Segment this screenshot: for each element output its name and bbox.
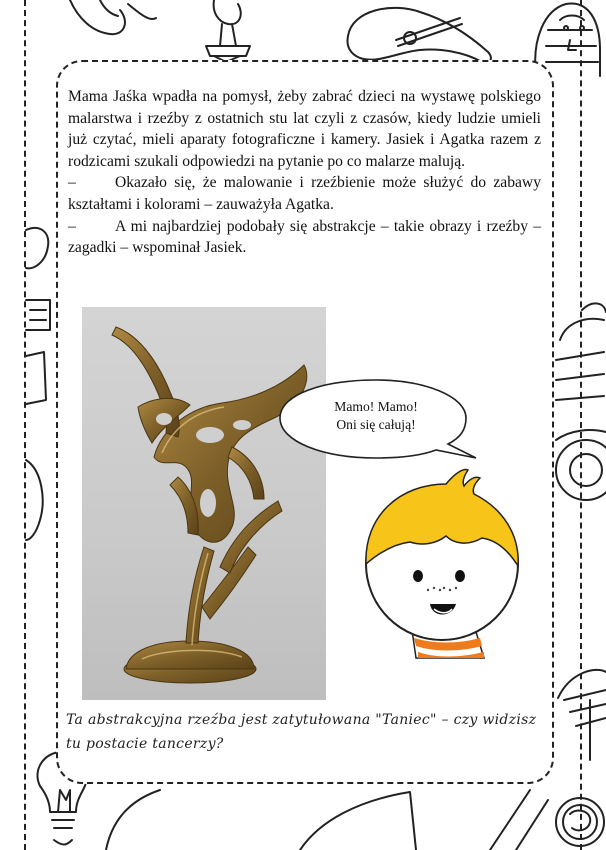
left-dashed-border <box>24 0 26 850</box>
bottom-doodle-icon <box>106 790 548 850</box>
speech-bubble-text <box>296 398 456 434</box>
caption-question: Ta abstrakcyjna rzeźba jest zatytułowana "Taniec" – czy widzisz tu postacie tancerzy? <box>66 712 537 752</box>
speech-line-1: Mamo! Mamo! <box>334 399 418 414</box>
top-left-doodle-icon <box>70 0 156 34</box>
right-dashed-border <box>580 0 582 850</box>
sculpture-photo <box>82 307 326 700</box>
boy-character-icon <box>356 462 524 662</box>
lamp-icon <box>558 670 606 760</box>
dialogue-dash: – <box>68 217 76 235</box>
speech-line-2: Oni się całują! <box>336 417 416 432</box>
story-text <box>68 86 541 259</box>
furniture-icon <box>26 228 50 540</box>
pharaoh-icon <box>535 3 600 76</box>
fountain-icon <box>206 0 250 62</box>
guitar-icon <box>348 8 491 63</box>
dialogue-agatka <box>68 172 541 215</box>
story-paragraph: Mama Jaśka wpadła na pomysł, żeby zabrać dzieci na wystawę polskiego malarstwa i rzeźby z ostatnich stu lat czyli z czasów, kiedy ludzie umieli już czytać, mieli aparaty fotograficzne i kamery. Jasiek i Agatka razem z rodzicami szukali odpowiedzi na pytanie po co malarze malują. <box>68 88 541 170</box>
dialogue-dash: – <box>68 174 76 192</box>
dialogue-text: A mi najbardziej podobały się abstrakcje – takie obrazy i rzeźby – zagadki – wspominał Jasiek. <box>68 217 541 257</box>
dialogue-text: Okazało się, że malowanie i rzeźbienie może służyć do zabawy kształtami i kolorami – zauważyła Agatka. <box>68 174 541 213</box>
sculpture-image <box>82 307 326 700</box>
dialogue-jasiek <box>68 216 541 259</box>
